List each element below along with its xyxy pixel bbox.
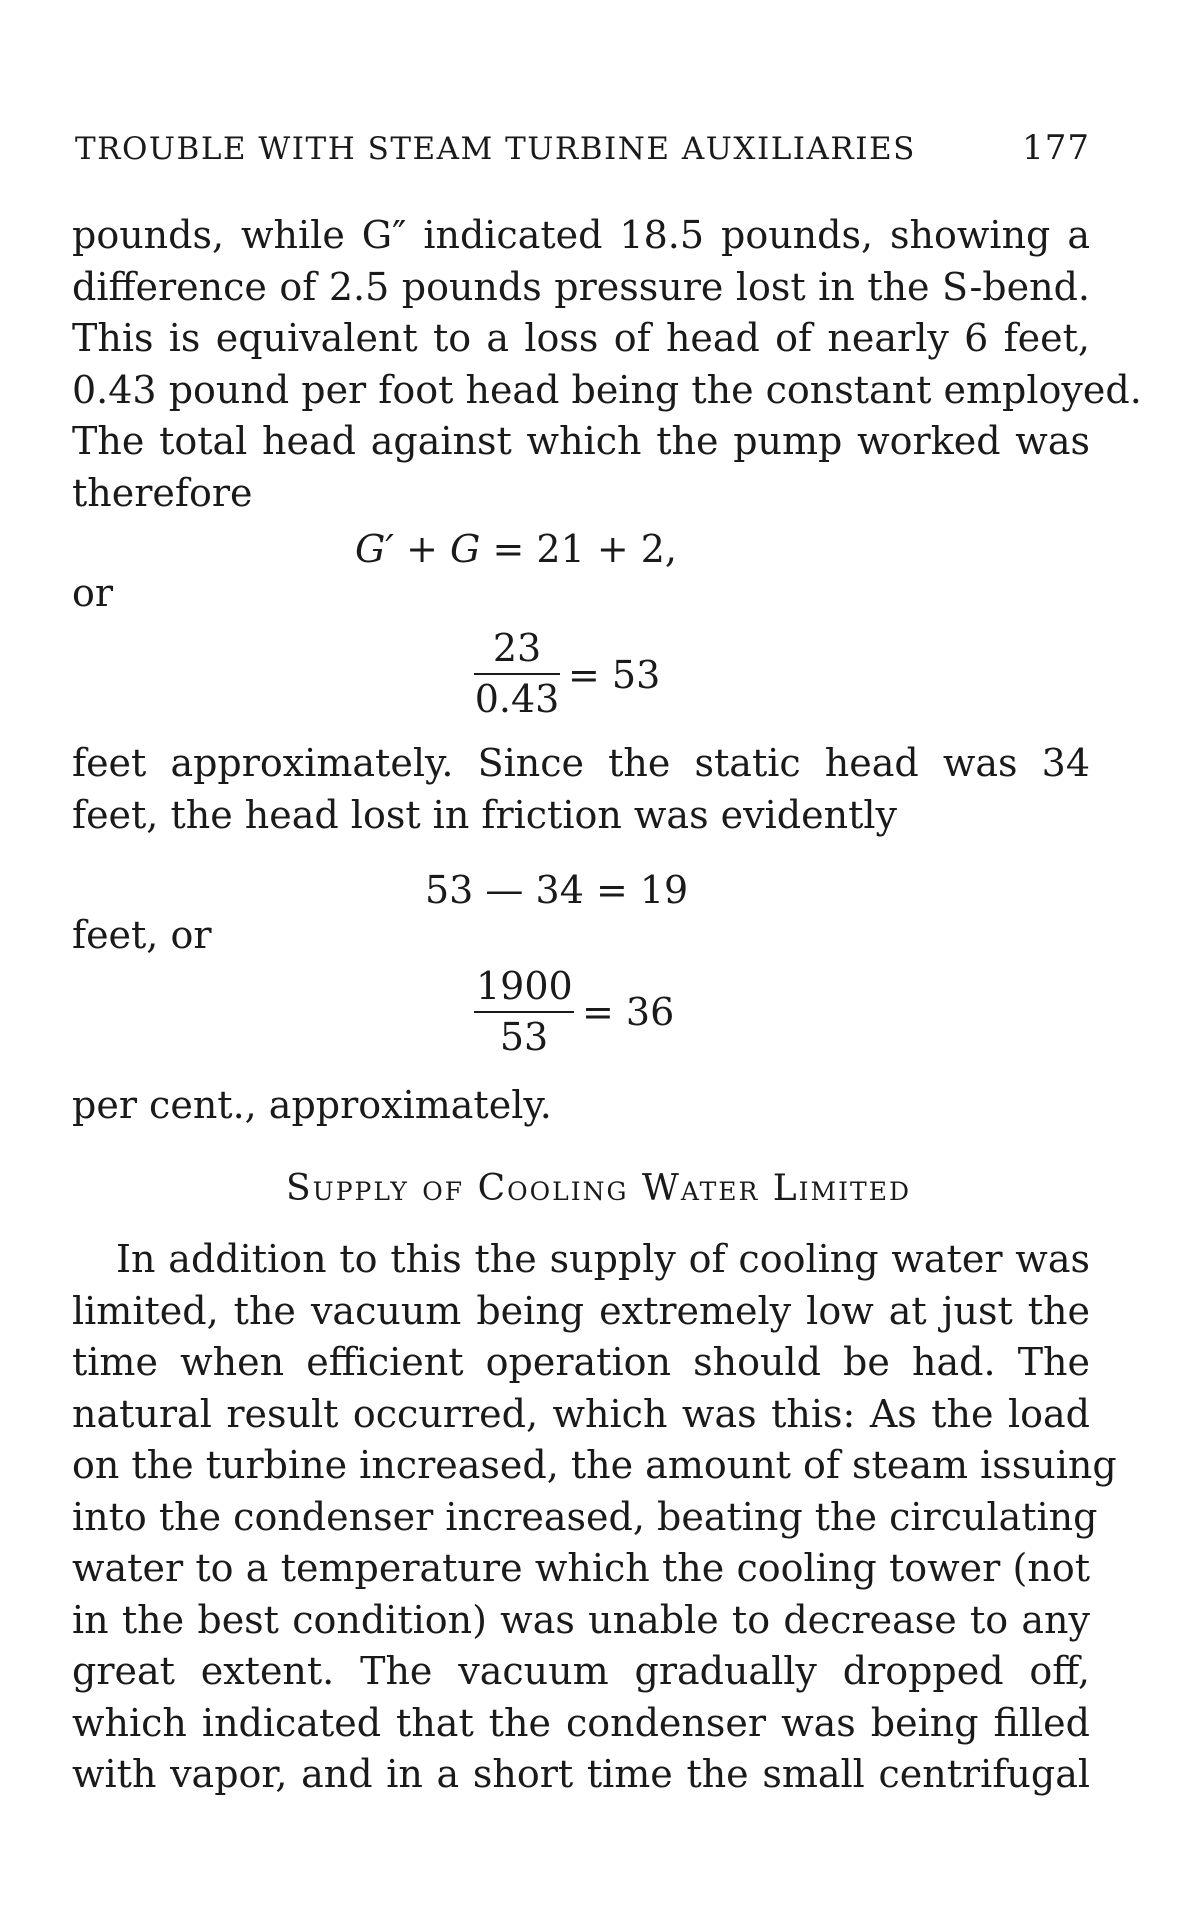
text-line: This is equivalent to a loss of head of nearly 6 feet, <box>72 316 1090 360</box>
text-line: with vapor, and in a short time the small centrifugal <box>72 1752 1090 1796</box>
page-number: 177 <box>1022 128 1090 168</box>
equation-total-head <box>355 527 677 571</box>
text-line: therefore <box>72 470 253 515</box>
text-line: into the condenser increased, beating the circulating <box>72 1494 1098 1539</box>
running-title: TROUBLE WITH STEAM TURBINE AUXILIARIES <box>75 131 916 167</box>
page-header <box>75 128 1090 168</box>
eq-plus: + <box>406 527 438 571</box>
paragraph-pressure-loss <box>72 210 1142 519</box>
connector-feet-or <box>72 910 1090 962</box>
text-line: feet approximately. Since the static head was 34 <box>72 741 1090 785</box>
fraction-result-53: = 53 <box>568 653 661 697</box>
text-line: which indicated that the condenser was being filled <box>72 1700 1090 1745</box>
text-line: 0.43 pound per foot head being the constant employed. <box>72 367 1142 412</box>
fraction-numerator: 1900 <box>476 964 573 1008</box>
section-heading: Supply of Cooling Water Limited <box>285 1168 911 1209</box>
fraction-numerator: 23 <box>492 626 542 670</box>
text-line: or <box>72 571 114 615</box>
text-line: per cent., approximately. <box>72 1083 552 1127</box>
fraction-1900-over-53 <box>474 964 574 1059</box>
text-line: feet, the head lost in friction was evidently <box>72 792 897 837</box>
text-line: great extent. The vacuum gradually dropped off, <box>72 1649 1090 1693</box>
paragraph-static-head <box>72 738 1090 841</box>
text-line: limited, the vacuum being extremely low at just the <box>72 1288 1090 1333</box>
text-line: water to a temperature which the cooling tower (not <box>72 1546 1090 1590</box>
fraction-denominator: 0.43 <box>474 677 560 721</box>
text-line: in the best condition) was unable to decrease to any <box>72 1597 1090 1642</box>
paragraph-per-cent <box>72 1080 1090 1132</box>
text-line: pounds, while G″ indicated 18.5 pounds, showing a <box>72 213 1090 257</box>
text-line: difference of 2.5 pounds pressure lost in the S-bend. <box>72 264 1090 309</box>
equation-friction-head: 53 — 34 = 19 <box>425 868 689 912</box>
eq-rhs: = 21 + 2, <box>492 527 677 571</box>
fraction-23-over-043 <box>474 626 560 721</box>
text-line: In addition to this the supply of cooling water was <box>116 1237 1090 1281</box>
text-line: feet, or <box>72 913 212 957</box>
text-line: on the turbine increased, the amount of steam issuing <box>72 1443 1117 1487</box>
text-line: time when efficient operation should be had. The <box>72 1340 1090 1384</box>
text-line: The total head against which the pump worked was <box>72 419 1090 463</box>
connector-or <box>72 568 1090 620</box>
text-line: natural result occurred, which was this: As the load <box>72 1391 1090 1436</box>
paragraph-cooling-water <box>72 1234 1117 1801</box>
fraction-denominator: 53 <box>499 1015 549 1059</box>
eq-g-prime: G′ <box>355 527 394 571</box>
eq-g: G <box>450 527 481 571</box>
fraction-result-36: = 36 <box>582 990 675 1034</box>
